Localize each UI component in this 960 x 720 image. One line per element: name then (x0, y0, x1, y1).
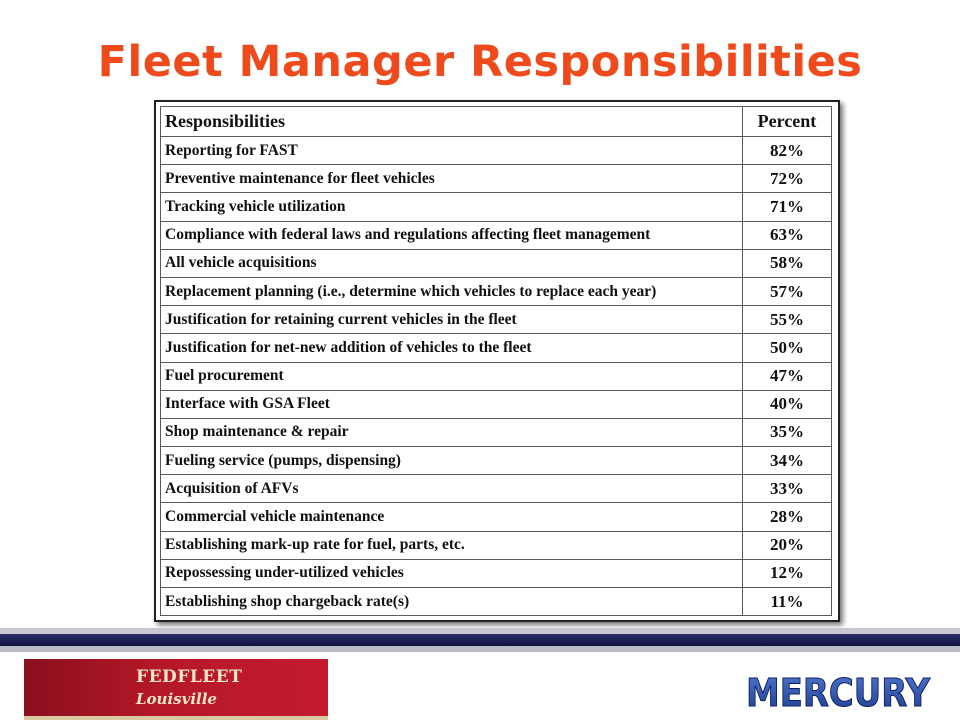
percent-cell: 34% (743, 447, 832, 475)
percent-cell: 57% (743, 277, 832, 305)
responsibility-cell: Establishing shop chargeback rate(s) (161, 588, 743, 616)
percent-cell: 28% (743, 503, 832, 531)
table-row (161, 418, 832, 446)
responsibility-cell: Repossessing under-utilized vehicles (161, 559, 743, 587)
table-row (161, 559, 832, 587)
responsibility-cell: Acquisition of AFVs (161, 475, 743, 503)
responsibility-cell: Establishing mark-up rate for fuel, parts, etc. (161, 531, 743, 559)
table-row (161, 306, 832, 334)
page-title: Fleet Manager Responsibilities (97, 37, 863, 87)
responsibility-cell: Justification for retaining current vehicles in the fleet (161, 306, 743, 334)
table-row (161, 390, 832, 418)
responsibility-cell: Justification for net-new addition of vehicles to the fleet (161, 334, 743, 362)
table-row (161, 165, 832, 193)
percent-cell: 33% (743, 475, 832, 503)
table-row (161, 362, 832, 390)
fedfleet-logo-accent (24, 716, 328, 720)
percent-cell: 71% (743, 193, 832, 221)
percent-cell: 72% (743, 165, 832, 193)
percent-cell: 58% (743, 249, 832, 277)
table-row (161, 503, 832, 531)
responsibility-cell: Tracking vehicle utilization (161, 193, 743, 221)
percent-cell: 40% (743, 390, 832, 418)
table-row (161, 334, 832, 362)
responsibility-cell: Commercial vehicle maintenance (161, 503, 743, 531)
responsibility-cell: Reporting for FAST (161, 137, 743, 165)
table-row (161, 249, 832, 277)
fedfleet-logo-title: FEDFLEET (136, 667, 243, 687)
mercury-logo-text: MERCURY (746, 672, 931, 712)
responsibility-cell: All vehicle acquisitions (161, 249, 743, 277)
mercury-logo (744, 672, 932, 712)
responsibility-cell: Fuel procurement (161, 362, 743, 390)
table-row (161, 277, 832, 305)
percent-cell: 35% (743, 418, 832, 446)
header-percent: Percent (743, 107, 832, 137)
table-row (161, 531, 832, 559)
responsibility-cell: Preventive maintenance for fleet vehicles (161, 165, 743, 193)
footer-bar (0, 634, 960, 646)
percent-cell: 55% (743, 306, 832, 334)
responsibility-cell: Fueling service (pumps, dispensing) (161, 447, 743, 475)
percent-cell: 63% (743, 221, 832, 249)
table-row (161, 221, 832, 249)
table-row (161, 588, 832, 616)
table-row (161, 137, 832, 165)
percent-cell: 12% (743, 559, 832, 587)
percent-cell: 20% (743, 531, 832, 559)
percent-cell: 82% (743, 137, 832, 165)
percent-cell: 11% (743, 588, 832, 616)
footer-bar-shadow (0, 646, 960, 652)
header-responsibilities: Responsibilities (161, 107, 743, 137)
table-header-row (161, 107, 832, 137)
table-row (161, 447, 832, 475)
fedfleet-logo (24, 659, 328, 720)
responsibilities-table (160, 106, 832, 616)
responsibility-cell: Interface with GSA Fleet (161, 390, 743, 418)
fedfleet-logo-city: Louisville (136, 690, 217, 708)
percent-cell: 50% (743, 334, 832, 362)
responsibilities-table-frame (154, 100, 840, 622)
table-row (161, 193, 832, 221)
responsibility-cell: Shop maintenance & repair (161, 418, 743, 446)
responsibility-cell: Compliance with federal laws and regulations affecting fleet management (161, 221, 743, 249)
percent-cell: 47% (743, 362, 832, 390)
table-row (161, 475, 832, 503)
responsibility-cell: Replacement planning (i.e., determine which vehicles to replace each year) (161, 277, 743, 305)
